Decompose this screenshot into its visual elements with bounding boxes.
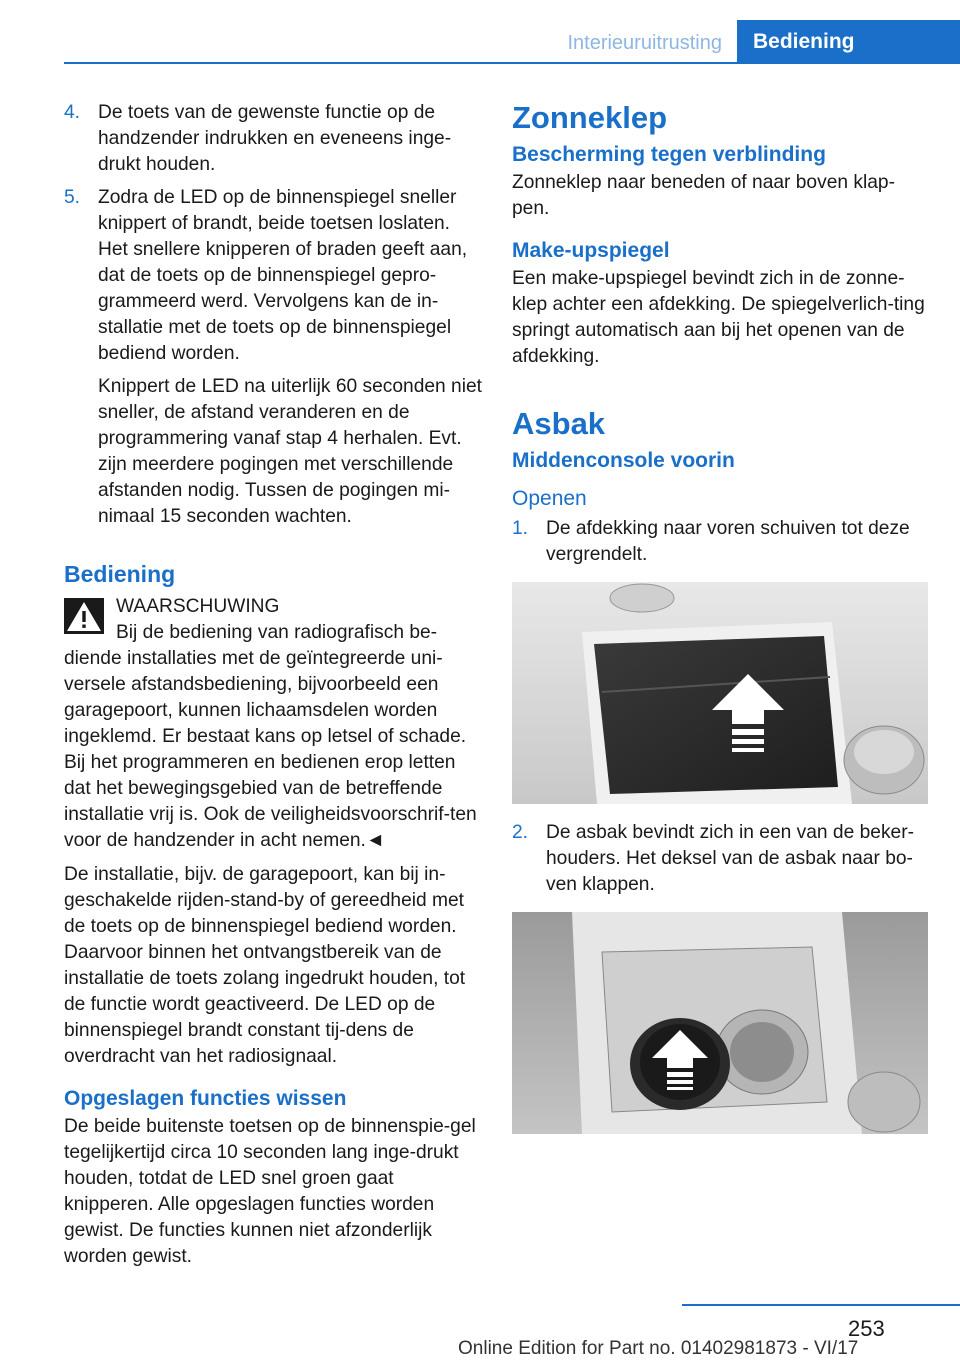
list-number: 1. [512, 518, 529, 539]
list-text: De afdekking naar voren schuiven tot deze vergrendelt. [546, 518, 910, 565]
list-note: Knippert de LED na uiterlijk 60 seconden niet sneller, de afstand veranderen en de programmering vanaf stap 4 herhalen. Evt. zijn meerdere pogingen met verschillende afstanden nodig. Tussen de pogingen mi‐nimaal 15 seconden wachten. [98, 376, 482, 527]
warning-box [64, 594, 482, 854]
chapter-title-zonneklep: Zonneklep [512, 100, 668, 135]
warning-text: Bij de bediening van radiografisch be‐diende installaties met de geïntegreerde uni‐versele afstandsbediening, bijvoorbeeld een garagepoort, kunnen lichaamsdelen worden ingeklemd. Er bestaat kans op letsel of schade. Bij het programmeren en bedienen erop letten dat het bewegingsgebied van de betreffende installatie vrij is. Ook de veiligheidsvoorschrif‐ten voor de handzender in acht nemen.◄ [64, 622, 477, 851]
makeup-paragraph: Een make-upspiegel bevindt zich in de zonne‐klep achter een afdekking. De spiegelverlich‐ting springt automatisch aan bij het openen van de afdekking. [512, 268, 925, 367]
verblinding-paragraph: Zonneklep naar beneden of naar boven klap‐pen. [512, 172, 895, 219]
wissen-paragraph: De beide buitenste toetsen op de binnenspie‐gel tegelijkertijd circa 10 seconden lang inge‐drukt houden, totdat de LED snel groen gaat knipperen. Alle opgeslagen functies worden gewist. De functies kunnen niet afzonderlijk worden gewist. [64, 1116, 476, 1267]
section-title-makeup: Make-upspiegel [512, 239, 670, 262]
list-number: 2. [512, 822, 529, 843]
page-number: 253 [848, 1316, 885, 1341]
list-item-step-2 [512, 820, 930, 898]
warning-title: WAARSCHUWING [116, 596, 280, 617]
footer-rule [682, 1304, 960, 1306]
list-text: De toets van de gewenste functie op de handzender indrukken en eveneens inge‐drukt houden. [98, 102, 452, 175]
section-title-openen: Openen [512, 487, 587, 510]
list-number: 5. [64, 187, 81, 208]
list-item-step-1 [512, 516, 930, 568]
list-text: De asbak bevindt zich in een van de beker‐houders. Het deksel van de asbak naar bo‐ven klappen. [546, 822, 914, 895]
header-section-label: Interieuruitrusting [567, 32, 722, 54]
list-number: 4. [64, 102, 81, 123]
console-cover-photo [512, 582, 928, 804]
section-title-wissen: Opgeslagen functies wissen [64, 1087, 347, 1110]
section-title-verblinding: Bescherming tegen verblinding [512, 143, 826, 166]
footer-edition-text: Online Edition for Part no. 01402981873 - VI/17 [458, 1338, 859, 1359]
bediening-paragraph: De installatie, bijv. de garagepoort, kan bij in‐geschakelde rijden-stand-by of gereedheid met de toets op de binnenspiegel bediend worden. Daarvoor binnen het ontvangstbereik van de installatie de toets zolang ingedrukt houden, tot de functie wordt geactiveerd. De LED op de binnenspiegel brandt constant tij‐dens de overdracht van het radiosignaal. [64, 864, 466, 1067]
header-rule [64, 62, 960, 64]
footer-edition [458, 1338, 858, 1360]
section-title-bediening: Bediening [64, 561, 176, 587]
warning-triangle-icon [64, 598, 104, 634]
chapter-title-asbak: Asbak [512, 406, 606, 441]
list-item-step-5 [64, 185, 482, 530]
list-text: Zodra de LED op de binnenspiegel sneller knippert of brandt, beide toetsen loslaten. Het snellere knipperen of braden geeft aan, dat de toets op de binnenspiegel gepro‐grammeerd werd. Vervolgens kan de in‐stallatie met de toets op de binnenspiegel bediend worden. [98, 187, 468, 364]
ashtray-photo [512, 912, 928, 1134]
section-title-middenconsole: Middenconsole voorin [512, 449, 735, 472]
header-active-tab: Bediening [737, 20, 960, 62]
list-item-step-4 [64, 100, 482, 178]
left-column [64, 100, 482, 1278]
right-column [512, 100, 930, 1150]
